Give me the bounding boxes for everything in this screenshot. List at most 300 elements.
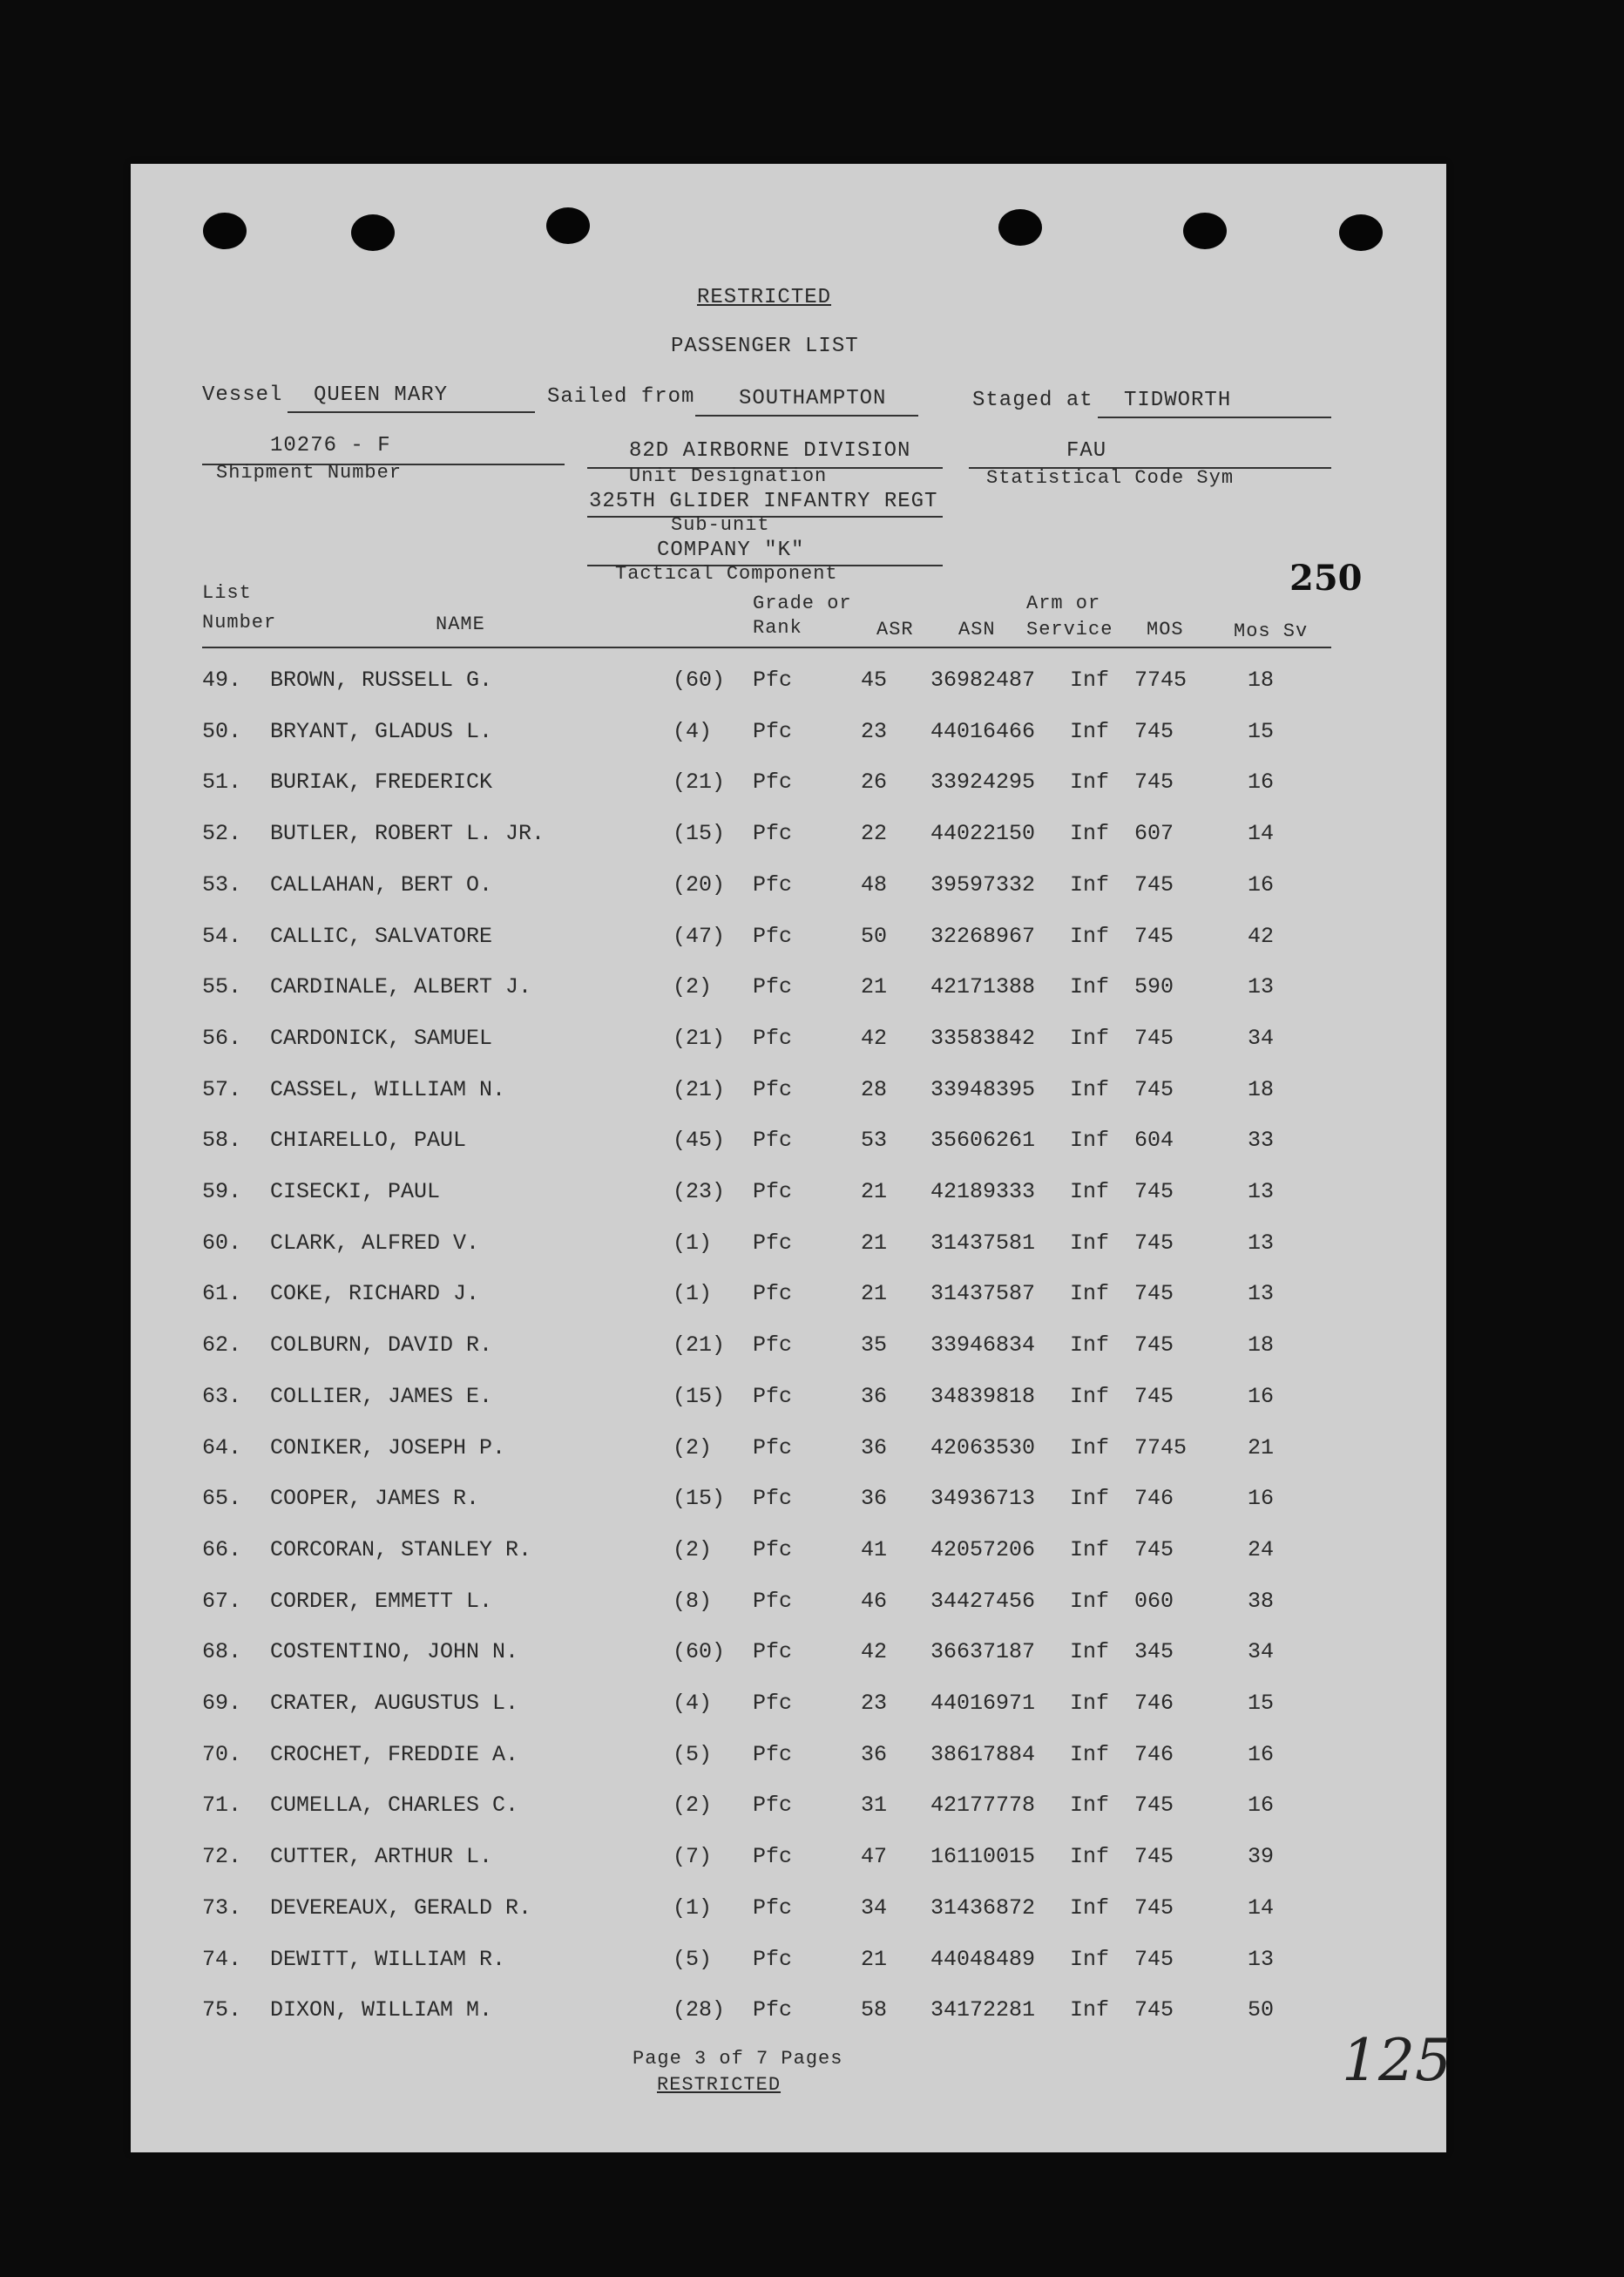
cell-asn: 36982487 [930,668,1036,693]
cell-asr: 21 [861,974,888,1000]
cell-name: CARDINALE, ALBERT J. [270,974,532,1000]
cell-grade: Pfc [753,1332,793,1359]
cell-mos: 745 [1134,1894,1174,1921]
cell-mos-sv: 16 [1248,1486,1275,1512]
cell-mos: 745 [1134,1281,1174,1307]
cell-arm: Inf [1070,1332,1110,1359]
statistical-code-value: FAU [1066,439,1107,463]
cell-grade: Pfc [753,1691,793,1716]
col-list-number-2: Number [202,612,277,634]
punch-hole-3 [546,207,590,244]
cell-name: CONIKER, JOSEPH P. [270,1434,506,1460]
table-row [131,1435,1446,1470]
cell-no: 51. [202,769,242,796]
table-row [131,1486,1446,1521]
cell-asr: 41 [861,1536,888,1562]
cell-aaf: (2) [673,1792,713,1819]
table-row [131,1332,1446,1367]
cell-name: CASSEL, WILLIAM N. [270,1076,506,1102]
cell-asn: 42057206 [930,1536,1036,1562]
cell-name: CISECKI, PAUL [270,1179,441,1204]
col-asn: ASN [958,619,996,640]
cell-arm: Inf [1070,1588,1110,1614]
cell-aaf: (21) [673,1025,726,1051]
cell-mos-sv: 42 [1248,923,1275,949]
cell-mos: 590 [1134,974,1174,1000]
cell-no: 72. [202,1844,242,1870]
col-name: NAME [436,613,485,635]
cell-grade: Pfc [753,821,793,847]
cell-asr: 53 [861,1128,888,1154]
cell-name: CRATER, AUGUSTUS L. [270,1691,519,1716]
shipment-number-value: 10276 - F [270,434,391,457]
cell-asr: 35 [861,1332,888,1359]
table-row [131,1384,1446,1419]
cell-arm: Inf [1070,718,1110,744]
cell-mos-sv: 38 [1248,1588,1275,1614]
cell-aaf: (7) [673,1844,713,1870]
cell-arm: Inf [1070,1691,1110,1716]
cell-grade: Pfc [753,1639,793,1665]
punch-hole-4 [998,209,1042,246]
cell-asn: 39597332 [930,871,1036,898]
cell-mos-sv: 24 [1248,1536,1275,1562]
cell-grade: Pfc [753,1741,793,1767]
punch-hole-1 [203,213,247,249]
cell-mos: 745 [1134,1179,1174,1204]
unit-designation-value: 82D AIRBORNE DIVISION [629,439,911,463]
cell-mos: 746 [1134,1691,1174,1716]
cell-mos: 745 [1134,718,1174,744]
cell-name: CARDONICK, SAMUEL [270,1025,493,1051]
col-grade-1: Grade or [753,593,852,614]
cell-name: COKE, RICHARD J. [270,1281,480,1307]
shipment-number-label: Shipment Number [216,462,403,484]
cell-mos-sv: 15 [1248,1691,1275,1716]
cell-mos: 745 [1134,1997,1174,2023]
table-row [131,1026,1446,1061]
cell-arm: Inf [1070,821,1110,847]
cell-name: CORCORAN, STANLEY R. [270,1536,532,1562]
table-row [131,1691,1446,1725]
cell-mos: 745 [1134,769,1174,796]
cell-arm: Inf [1070,1434,1110,1460]
cell-aaf: (60) [673,668,726,693]
cell-asr: 36 [861,1434,888,1460]
col-mos: MOS [1147,619,1184,640]
cell-mos: 745 [1134,1332,1174,1359]
staged-at-label: Staged at [972,389,1093,412]
col-arm-1: Arm or [1026,593,1101,614]
cell-asr: 22 [861,821,888,847]
page-footer: Page 3 of 7 Pages [633,2048,843,2070]
cell-name: CALLAHAN, BERT O. [270,871,493,898]
vessel-value: QUEEN MARY [314,383,449,407]
cell-mos: 060 [1134,1588,1174,1614]
cell-no: 58. [202,1128,242,1154]
cell-mos-sv: 16 [1248,1383,1275,1409]
cell-asn: 42171388 [930,974,1036,1000]
cell-mos-sv: 14 [1248,821,1275,847]
table-row [131,1947,1446,1982]
cell-aaf: (15) [673,1383,726,1409]
table-row [131,668,1446,702]
cell-name: CHIARELLO, PAUL [270,1128,467,1154]
vessel-label: Vessel [202,383,283,407]
cell-asn: 44022150 [930,821,1036,847]
cell-grade: Pfc [753,1179,793,1204]
cell-grade: Pfc [753,1792,793,1819]
table-row [131,1792,1446,1827]
punch-hole-5 [1183,213,1227,249]
cell-mos: 745 [1134,1383,1174,1409]
cell-no: 57. [202,1076,242,1102]
cell-asr: 23 [861,1691,888,1716]
sub-unit-value: 325TH GLIDER INFANTRY REGT [589,490,938,513]
cell-mos-sv: 18 [1248,1332,1275,1359]
cell-aaf: (15) [673,821,726,847]
cell-mos: 607 [1134,821,1174,847]
cell-asr: 36 [861,1383,888,1409]
cell-no: 62. [202,1332,242,1359]
cell-name: COLLIER, JAMES E. [270,1383,493,1409]
cell-mos: 745 [1134,871,1174,898]
cell-mos-sv: 34 [1248,1639,1275,1665]
cell-mos-sv: 50 [1248,1997,1275,2023]
cell-mos-sv: 15 [1248,718,1275,744]
cell-aaf: (4) [673,1691,713,1716]
table-row [131,1537,1446,1572]
cell-arm: Inf [1070,1076,1110,1102]
table-row [131,1639,1446,1674]
cell-grade: Pfc [753,1230,793,1256]
cell-name: CORDER, EMMETT L. [270,1588,493,1614]
table-row [131,974,1446,1009]
cell-aaf: (23) [673,1179,726,1204]
cell-aaf: (47) [673,923,726,949]
cell-no: 49. [202,668,242,693]
cell-mos: 745 [1134,923,1174,949]
cell-asr: 42 [861,1025,888,1051]
table-row [131,1281,1446,1316]
cell-grade: Pfc [753,1076,793,1102]
table-row [131,1230,1446,1265]
cell-mos-sv: 33 [1248,1128,1275,1154]
statistical-code-label: Statistical Code Sym [986,467,1235,489]
cell-mos: 745 [1134,1230,1174,1256]
cell-asn: 35606261 [930,1128,1036,1154]
cell-grade: Pfc [753,1383,793,1409]
cell-asr: 50 [861,923,888,949]
cell-asn: 31436872 [930,1894,1036,1921]
cell-name: CALLIC, SALVATORE [270,923,493,949]
cell-arm: Inf [1070,1025,1110,1051]
cell-name: CUMELLA, CHARLES C. [270,1792,519,1819]
table-row [131,1997,1446,2032]
cell-aaf: (15) [673,1486,726,1512]
cell-asn: 44016971 [930,1691,1036,1716]
cell-grade: Pfc [753,1281,793,1307]
cell-grade: Pfc [753,769,793,796]
cell-no: 56. [202,1025,242,1051]
cell-no: 61. [202,1281,242,1307]
document-page [131,164,1451,2152]
cell-aaf: (21) [673,1076,726,1102]
cell-no: 64. [202,1434,242,1460]
cell-aaf: (5) [673,1741,713,1767]
cell-arm: Inf [1070,1486,1110,1512]
cell-mos-sv: 16 [1248,1792,1275,1819]
cell-name: CROCHET, FREDDIE A. [270,1741,519,1767]
cell-no: 54. [202,923,242,949]
cell-aaf: (45) [673,1128,726,1154]
cell-asn: 33948395 [930,1076,1036,1102]
cell-name: BRYANT, GLADUS L. [270,718,493,744]
unit-designation-label: Unit Designation [629,465,828,487]
cell-mos: 745 [1134,1792,1174,1819]
cell-aaf: (1) [673,1281,713,1307]
cell-asr: 23 [861,718,888,744]
table-row [131,1895,1446,1930]
cell-asr: 21 [861,1281,888,1307]
cell-no: 75. [202,1997,242,2023]
cell-arm: Inf [1070,1179,1110,1204]
cell-asr: 21 [861,1230,888,1256]
cell-grade: Pfc [753,718,793,744]
cell-arm: Inf [1070,1639,1110,1665]
cell-mos: 745 [1134,1844,1174,1870]
cell-no: 55. [202,974,242,1000]
cell-aaf: (21) [673,769,726,796]
cell-no: 52. [202,821,242,847]
cell-grade: Pfc [753,1894,793,1921]
cell-asr: 21 [861,1946,888,1972]
cell-mos-sv: 39 [1248,1844,1275,1870]
cell-arm: Inf [1070,1946,1110,1972]
table-row [131,1844,1446,1879]
tactical-component-value: COMPANY "K" [657,539,805,562]
cell-grade: Pfc [753,1486,793,1512]
cell-arm: Inf [1070,1997,1110,2023]
cell-mos: 345 [1134,1639,1174,1665]
cell-aaf: (1) [673,1230,713,1256]
cell-grade: Pfc [753,1128,793,1154]
cell-arm: Inf [1070,1741,1110,1767]
cell-asn: 31437581 [930,1230,1036,1256]
col-list-number-1: List [202,582,252,604]
cell-asr: 46 [861,1588,888,1614]
punch-hole-6 [1339,214,1383,251]
cell-asn: 42063530 [930,1434,1036,1460]
cell-aaf: (20) [673,871,726,898]
cell-no: 53. [202,871,242,898]
cell-mos-sv: 34 [1248,1025,1275,1051]
cell-arm: Inf [1070,974,1110,1000]
table-row [131,1128,1446,1162]
table-row [131,821,1446,856]
cell-name: COSTENTINO, JOHN N. [270,1639,519,1665]
cell-asn: 16110015 [930,1844,1036,1870]
cell-grade: Pfc [753,1434,793,1460]
cell-name: CLARK, ALFRED V. [270,1230,480,1256]
cell-mos-sv: 16 [1248,1741,1275,1767]
cell-mos-sv: 16 [1248,871,1275,898]
cell-asr: 47 [861,1844,888,1870]
handwritten-page-number: 125 [1342,2027,1451,2094]
cell-mos: 745 [1134,1536,1174,1562]
staged-at-value: TIDWORTH [1124,389,1232,412]
sailed-from-label: Sailed from [547,385,695,409]
cell-mos-sv: 16 [1248,769,1275,796]
cell-mos-sv: 13 [1248,1230,1275,1256]
cell-mos: 745 [1134,1076,1174,1102]
cell-grade: Pfc [753,871,793,898]
cell-arm: Inf [1070,1792,1110,1819]
table-row [131,719,1446,754]
cell-asr: 42 [861,1639,888,1665]
cell-no: 68. [202,1639,242,1665]
cell-name: COLBURN, DAVID R. [270,1332,493,1359]
cell-asn: 33583842 [930,1025,1036,1051]
cell-arm: Inf [1070,769,1110,796]
cell-mos-sv: 13 [1248,1946,1275,1972]
cell-asr: 48 [861,871,888,898]
cell-name: BUTLER, ROBERT L. JR. [270,821,545,847]
cell-no: 70. [202,1741,242,1767]
cell-mos: 7745 [1134,668,1188,693]
cell-arm: Inf [1070,871,1110,898]
cell-no: 74. [202,1946,242,1972]
punch-hole-2 [351,214,395,251]
cell-no: 50. [202,718,242,744]
cell-grade: Pfc [753,923,793,949]
cell-mos-sv: 13 [1248,974,1275,1000]
cell-grade: Pfc [753,1844,793,1870]
classification-bottom: RESTRICTED [657,2074,782,2096]
cell-grade: Pfc [753,1946,793,1972]
cell-no: 65. [202,1486,242,1512]
cell-asn: 44016466 [930,718,1036,744]
cell-name: COOPER, JAMES R. [270,1486,480,1512]
cell-aaf: (4) [673,718,713,744]
cell-asn: 44048489 [930,1946,1036,1972]
col-asr: ASR [876,619,914,640]
cell-no: 73. [202,1894,242,1921]
col-grade-2: Rank [753,617,802,639]
cell-asn: 34936713 [930,1486,1036,1512]
cell-arm: Inf [1070,923,1110,949]
table-row [131,769,1446,804]
cell-no: 59. [202,1179,242,1204]
cell-mos: 7745 [1134,1434,1188,1460]
cell-asr: 31 [861,1792,888,1819]
cell-asr: 45 [861,668,888,693]
sub-unit-label: Sub-unit [671,514,770,536]
cell-mos-sv: 18 [1248,1076,1275,1102]
col-arm-2: Service [1026,619,1113,640]
cell-no: 60. [202,1230,242,1256]
cell-aaf: (2) [673,1434,713,1460]
cell-arm: Inf [1070,1894,1110,1921]
cell-asn: 38617884 [930,1741,1036,1767]
cell-arm: Inf [1070,1230,1110,1256]
cell-asn: 31437587 [930,1281,1036,1307]
cell-aaf: (8) [673,1588,713,1614]
table-row [131,1179,1446,1214]
cell-asn: 34427456 [930,1588,1036,1614]
cell-grade: Pfc [753,1588,793,1614]
cell-asr: 28 [861,1076,888,1102]
cell-arm: Inf [1070,1128,1110,1154]
cell-no: 69. [202,1691,242,1716]
col-mos-sv: Mos Sv [1234,620,1309,642]
cell-asr: 58 [861,1997,888,2023]
cell-asn: 33946834 [930,1332,1036,1359]
cell-asr: 36 [861,1486,888,1512]
cell-mos: 745 [1134,1025,1174,1051]
cell-grade: Pfc [753,1536,793,1562]
cell-asr: 26 [861,769,888,796]
cell-no: 63. [202,1383,242,1409]
cell-asn: 34839818 [930,1383,1036,1409]
sailed-from-value: SOUTHAMPTON [739,387,887,410]
cell-arm: Inf [1070,1281,1110,1307]
cell-aaf: (1) [673,1894,713,1921]
cell-asr: 21 [861,1179,888,1204]
table-row [131,872,1446,907]
cell-grade: Pfc [753,1025,793,1051]
cell-aaf: (5) [673,1946,713,1972]
cell-grade: Pfc [753,974,793,1000]
cell-arm: Inf [1070,668,1110,693]
cell-asn: 42189333 [930,1179,1036,1204]
table-row [131,1077,1446,1112]
table-row [131,924,1446,959]
document-title: PASSENGER LIST [671,335,859,358]
cell-mos: 604 [1134,1128,1174,1154]
cell-grade: Pfc [753,668,793,693]
cell-asn: 34172281 [930,1997,1036,2023]
cell-asn: 42177778 [930,1792,1036,1819]
cell-aaf: (21) [673,1332,726,1359]
cell-asn: 32268967 [930,923,1036,949]
table-row [131,1589,1446,1623]
cell-aaf: (28) [673,1997,726,2023]
cell-no: 67. [202,1588,242,1614]
cell-arm: Inf [1070,1844,1110,1870]
cell-mos: 746 [1134,1741,1174,1767]
cell-arm: Inf [1070,1383,1110,1409]
cell-name: BROWN, RUSSELL G. [270,668,493,693]
cell-asn: 36637187 [930,1639,1036,1665]
cell-asr: 36 [861,1741,888,1767]
cell-mos-sv: 18 [1248,668,1275,693]
cell-arm: Inf [1070,1536,1110,1562]
cell-mos-sv: 13 [1248,1281,1275,1307]
cell-name: DEVEREAUX, GERALD R. [270,1894,532,1921]
tactical-component-label: Tactical Component [615,563,838,585]
cell-mos: 746 [1134,1486,1174,1512]
sheet-number: 250 [1289,558,1363,599]
cell-aaf: (2) [673,1536,713,1562]
cell-aaf: (2) [673,974,713,1000]
cell-name: DIXON, WILLIAM M. [270,1997,493,2023]
cell-mos-sv: 14 [1248,1894,1275,1921]
cell-asr: 34 [861,1894,888,1921]
cell-grade: Pfc [753,1997,793,2023]
cell-no: 66. [202,1536,242,1562]
table-row [131,1742,1446,1777]
